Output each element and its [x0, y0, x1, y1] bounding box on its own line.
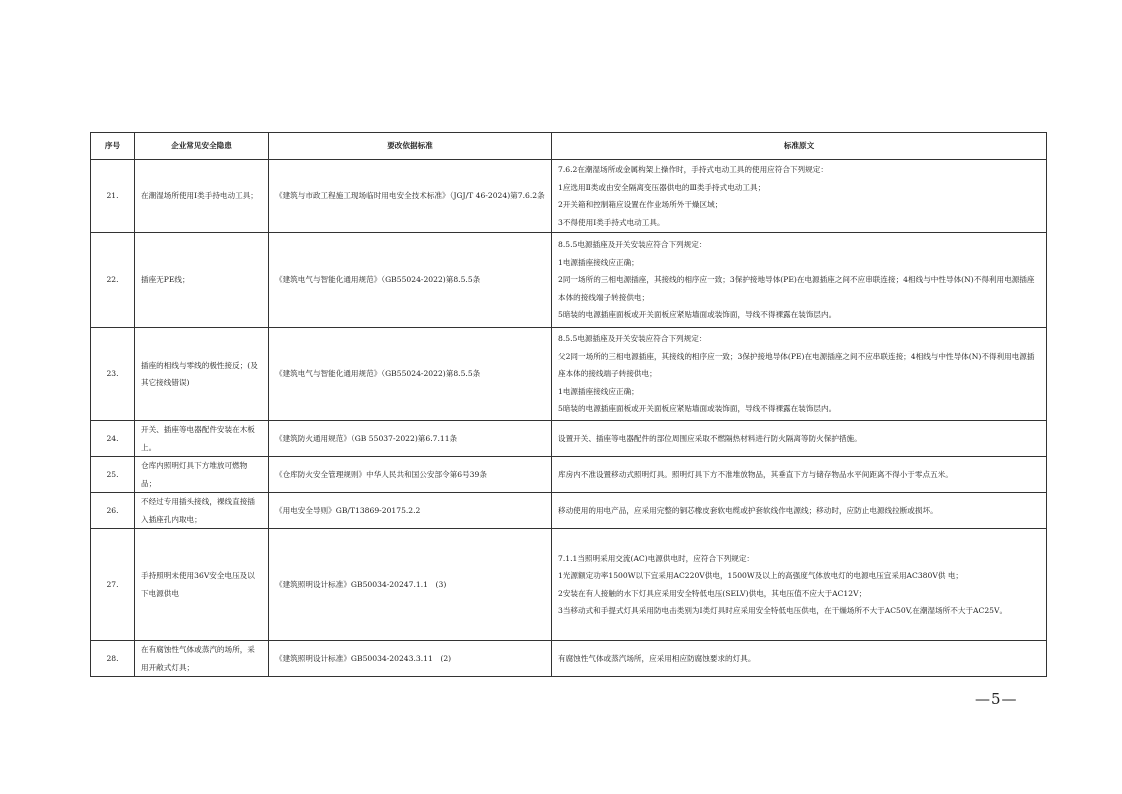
- standard-text-cell: [552, 457, 1047, 493]
- basis-cell: 《仓库防火安全管理规则》中华人民共和国公安部令第6号39条: [269, 457, 552, 493]
- row-number: 23.: [91, 328, 135, 421]
- hazard-cell: 开关、插座等电器配件安装在木板上。: [135, 421, 269, 457]
- hazard-table: [90, 132, 1047, 677]
- standard-text-line: 移动使用的用电产品，应采用完整的铜芯橡皮套软电缆或护套软线作电源线；移动时，应防止电源线拉断或损坏。: [558, 505, 938, 515]
- table-row: [91, 160, 1047, 233]
- row-number: 28.: [91, 641, 135, 677]
- row-number: 27.: [91, 529, 135, 641]
- standard-text-line: 1电源插座接线应正确；: [558, 257, 639, 267]
- table-header-row: [91, 133, 1047, 160]
- basis-cell: 《建筑电气与智能化通用规范》（GB55024-2022)第8.5.5条: [269, 328, 552, 421]
- table-row: [91, 529, 1047, 641]
- basis-cell: 《建筑照明设计标准》GB50034-20243.3.11 (2): [269, 641, 552, 677]
- table-row: [91, 493, 1047, 529]
- row-number: 21.: [91, 160, 135, 233]
- standard-text-line: 设置开关、插座等电器配件的部位周围应采取不燃隔热材料进行防火隔离等防火保护措施。: [558, 433, 862, 443]
- row-number: 26.: [91, 493, 135, 529]
- header-hazard: 企业常见安全隐患: [135, 133, 269, 160]
- table-row: [91, 233, 1047, 328]
- hazard-cell: 在潮湿场所使用I类手持电动工具；: [135, 160, 269, 233]
- standard-text-cell: [552, 233, 1047, 328]
- standard-text-line: 库房内不准设置移动式照明灯具。照明灯具下方不准堆放物品，其垂直下方与储存物品水平间距离不得小于零点五米。: [558, 469, 953, 479]
- standard-text-line: 5暗装的电源插座面板或开关面板应紧贴墙面或装饰面，导线不得裸露在装饰层内。: [558, 404, 837, 414]
- hazard-cell: 插座无PE线；: [135, 233, 269, 328]
- standard-text-line: 1应选用Ⅱ类或由安全隔离变压器供电的Ⅲ类手持式电动工具；: [558, 182, 766, 192]
- standard-text-line: 7.6.2在潮湿场所或金属构架上操作时，手持式电动工具的使用应符合下列规定：: [558, 165, 828, 174]
- basis-cell: 《建筑照明设计标准》GB50034-20247.1.1 (3): [269, 529, 552, 641]
- row-number: 24.: [91, 421, 135, 457]
- standard-text-line: 3不得使用I类手持式电动工具。: [558, 217, 665, 227]
- standard-text-line: 2安装在有人接触的水下灯具应采用安全特低电压(SELV)供电，其电压值不应大于AC12V；: [558, 588, 867, 598]
- table-row: [91, 328, 1047, 421]
- hazard-cell: 在有腐蚀性气体或蒸汽的场所，采用开敞式灯具；: [135, 641, 269, 677]
- basis-cell: 《用电安全导则》GB/T13869-20175.2.2: [269, 493, 552, 529]
- table-row: [91, 421, 1047, 457]
- standard-text-line: 3当移动式和手提式灯具采用防电击类别为I类灯具时应采用安全特低电压供电，在干燥场所不大于AC50V,在潮湿场所不大于AC25V。: [558, 606, 1008, 615]
- standard-text-cell: [552, 641, 1047, 677]
- standard-text-line: 1光源额定功率1500W以下宜采用AC220V供电，1500W及以上的高强度气体放电灯的电源电压宜采用AC380V供 电；: [558, 571, 964, 580]
- standard-text-cell: [552, 328, 1047, 421]
- standard-text-line: 8.5.5电源插座及开关安装应符合下列规定：: [558, 240, 707, 250]
- header-num: 序号: [91, 133, 135, 160]
- row-number: 22.: [91, 233, 135, 328]
- header-basis: 要改依据标准: [269, 133, 552, 160]
- table-row: [91, 641, 1047, 677]
- standard-text-cell: [552, 493, 1047, 529]
- standard-text-line: 7.1.1当照明采用交流(AC)电源供电时，应符合下列规定：: [558, 553, 755, 563]
- hazard-cell: 仓库内照明灯具下方堆放可燃物品；: [135, 457, 269, 493]
- standard-text-cell: [552, 421, 1047, 457]
- standard-text-line: 8.5.5电源插座及开关安装应符合下列规定：: [558, 334, 707, 344]
- standard-text-cell: [552, 160, 1047, 233]
- page-number: —5—: [975, 690, 1018, 708]
- basis-cell: 《建筑防火通用规范》（GB 55037-2022)第6.7.11条: [269, 421, 552, 457]
- hazard-cell: 不经过专用插头接线，裸线直接插入插座孔内取电；: [135, 493, 269, 529]
- hazard-cell: 插座的相线与零线的极性接反；(及其它接线错误): [135, 328, 269, 421]
- standard-text-line: 有腐蚀性气体或蒸汽场所，应采用相应防腐蚀要求的灯具。: [558, 653, 756, 663]
- row-number: 25.: [91, 457, 135, 493]
- standard-text-line: 5暗装的电源插座面板或开关面板应紧贴墙面或装饰面，导线不得裸露在装饰层内。: [558, 310, 837, 320]
- standard-text-cell: [552, 529, 1047, 641]
- standard-text-line: 2同一场所的三相电源插座，其接线的相序应一致；3保护接地导体(PE)在电源插座之间不应串联连接；4相线与中性导体(N)不得利用电源插座本体的接线端子转接供电；: [558, 275, 1035, 302]
- basis-cell: 《建筑与市政工程施工现场临时用电安全技术标准》（JGJ/T 46-2024)第7.6.2条: [269, 160, 552, 233]
- basis-cell: 《建筑电气与智能化通用规范》（GB55024-2022)第8.5.5条: [269, 233, 552, 328]
- standard-text-line: 2开关箱和控制箱应设置在作业场所外干燥区域；: [558, 200, 723, 209]
- hazard-cell: 手持照明未使用36V安全电压及以下电源供电: [135, 529, 269, 641]
- table-row: [91, 457, 1047, 493]
- standard-text-line: 1电源插座接线应正确；: [558, 386, 639, 396]
- standard-text-line: 父2同一场所的三相电源插座，其接线的相序应一致；3保护接地导体(PE)在电源插座之间不应串联连接；4相线与中性导体(N)不得利用电源插座本体的接线端子转接供电；: [558, 351, 1035, 379]
- header-text: 标准原文: [552, 133, 1047, 160]
